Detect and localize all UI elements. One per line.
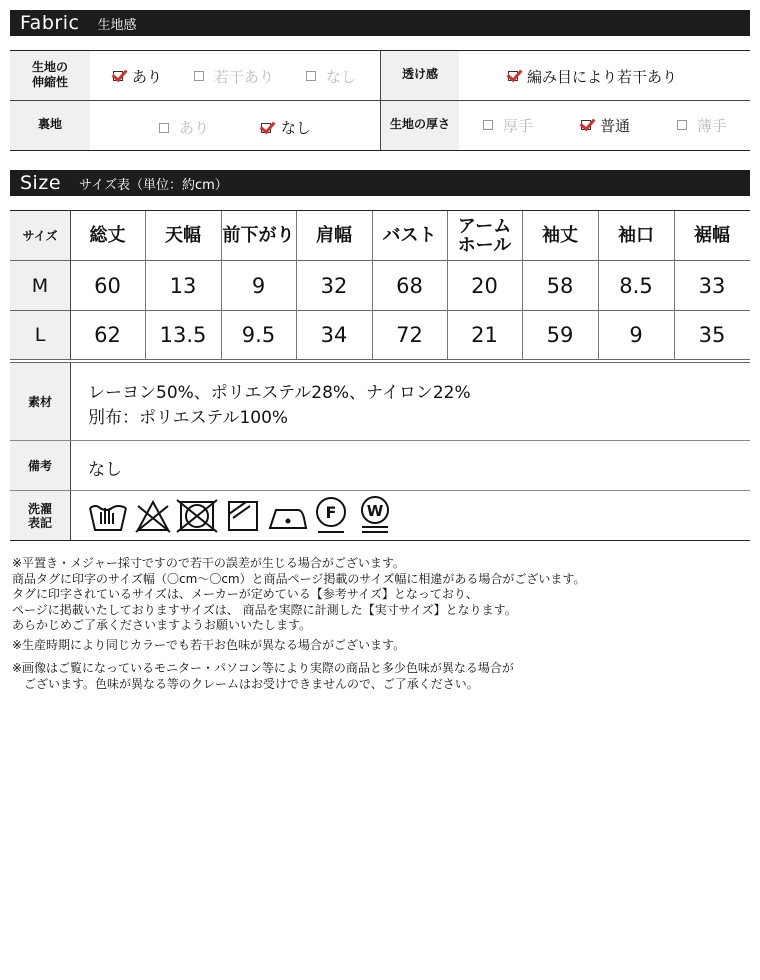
fabric-bottom-rule (10, 150, 750, 151)
thickness-option-thick: 厚手 (503, 117, 534, 135)
lining-option-yes: あり (179, 119, 210, 137)
size-header-cuff: 袖口 (618, 225, 654, 246)
stretch-checkbox-no (306, 71, 316, 81)
size-title-en: Size (20, 172, 62, 194)
stretch-option-no: なし (326, 68, 357, 86)
details-row-rule (10, 440, 750, 441)
lining-checkbox-no (261, 123, 271, 133)
size-header-bust: バスト (382, 225, 437, 246)
table-cell: 13.5 (159, 323, 207, 347)
fabric-title-jp: 生地感 (97, 17, 137, 33)
sheer-option: 編み目により若干あり (527, 68, 678, 86)
material-label: 素材 (27, 395, 52, 409)
thickness-checkbox-thin (677, 120, 687, 130)
stretch-option-slight: 若干あり (214, 68, 275, 86)
size-header-sleeve-length: 袖丈 (542, 225, 578, 246)
table-cell: 21 (471, 323, 498, 347)
details-divider (70, 363, 71, 540)
size-header-armhole: アーム ホール (457, 215, 512, 256)
thickness-option-normal: 普通 (600, 117, 631, 135)
no-tumble-dry-icon (177, 500, 217, 532)
table-cell: 33 (698, 273, 726, 298)
fabric-header-bar (10, 10, 750, 36)
table-cell: 9 (251, 273, 266, 298)
wet-clean-letter: W (366, 502, 384, 520)
size-header-bar (10, 170, 750, 196)
table-cell: 13 (169, 273, 197, 298)
dry-clean-letter: F (325, 503, 337, 522)
remarks-label: 備考 (27, 459, 52, 473)
thickness-checkbox-normal (581, 120, 591, 130)
thickness-checkbox-thick (483, 120, 493, 130)
thickness-label: 生地の厚さ (389, 117, 450, 131)
sheer-checkbox (508, 71, 518, 81)
size-table-double-rule (10, 362, 750, 363)
table-cell: 32 (320, 273, 348, 298)
note-monitor-color: ※画像はご覧になっているモニター・パソコン等により実際の商品と多少色味が異なる場合が ございます。色味が異なる等のクレームはお受けできませんので、ご了承ください。 (12, 661, 514, 691)
size-row-label: L (34, 324, 46, 346)
fabric-divider (380, 51, 381, 150)
table-cell: 9 (629, 323, 643, 347)
table-cell: 58 (546, 273, 574, 298)
iron-low-icon (270, 510, 306, 528)
stretch-checkbox-slight (194, 71, 204, 81)
lining-option-no: なし (281, 119, 312, 137)
lining-checkbox-yes (159, 123, 169, 133)
table-cell: 20 (471, 273, 498, 298)
table-cell: 34 (320, 323, 348, 347)
line-dry-shade-icon (229, 502, 257, 530)
details-row-rule (10, 490, 750, 491)
size-title-jp: サイズ表（単位：約cm） (79, 177, 228, 193)
size-header-size: サイズ (22, 229, 58, 243)
size-header-hem: 裾幅 (694, 225, 730, 246)
remarks-value: なし (88, 460, 122, 480)
care-label: 洗濯 表記 (27, 501, 52, 530)
material-line-2: 別布：ポリエステル100% (88, 408, 289, 428)
table-cell: 72 (396, 323, 423, 347)
hand-wash-icon (90, 506, 126, 530)
size-row-label: M (31, 274, 49, 297)
size-header-front-drop: 前下がり (222, 225, 295, 246)
fabric-title-en: Fabric (20, 12, 80, 34)
table-cell: 35 (698, 323, 726, 347)
size-table-bottom-rule (10, 359, 750, 360)
table-cell: 9.5 (241, 323, 276, 347)
table-cell: 8.5 (619, 273, 653, 298)
sheer-label: 透け感 (401, 67, 438, 81)
note-measurement: ※平置き・メジャー採寸ですので若干の誤差が生じる場合がございます。 商品タグに印字のサイズ幅（〇cm〜〇cm）と商品ページ掲載のサイズ幅に相違がある場合がございます。 タグに印字されているサイズは、メーカーが定めている【参考サイズ】となっており、 ページに掲載いたしておりますサイズは、 商品を実際に計測した【実寸サイズ】となります。 あらかじめご了承くださいますようお願いいたします。 (12, 556, 586, 632)
size-header-neck-width: 天幅 (165, 225, 201, 246)
details-bottom-rule (10, 540, 750, 541)
stretch-label: 生地の 伸縮性 (31, 60, 68, 89)
size-header-length: 総丈 (89, 225, 126, 246)
stretch-checkbox-yes (113, 71, 123, 81)
table-cell: 60 (94, 273, 121, 298)
table-cell: 59 (546, 323, 574, 347)
stretch-option-yes: あり (132, 68, 163, 86)
size-header-shoulder: 肩幅 (316, 225, 352, 246)
note-color-variation: ※生産時期により同じカラーでも若干お色味が異なる場合がございます。 (12, 638, 406, 652)
material-line-1: レーヨン50%、ポリエステル28%、ナイロン22% (88, 383, 471, 403)
no-bleach-icon (136, 502, 170, 532)
table-cell: 62 (94, 323, 121, 347)
lining-label: 裏地 (37, 117, 62, 131)
care-icons-row (86, 494, 396, 536)
thickness-option-thin: 薄手 (697, 117, 728, 135)
table-cell: 68 (396, 273, 423, 298)
